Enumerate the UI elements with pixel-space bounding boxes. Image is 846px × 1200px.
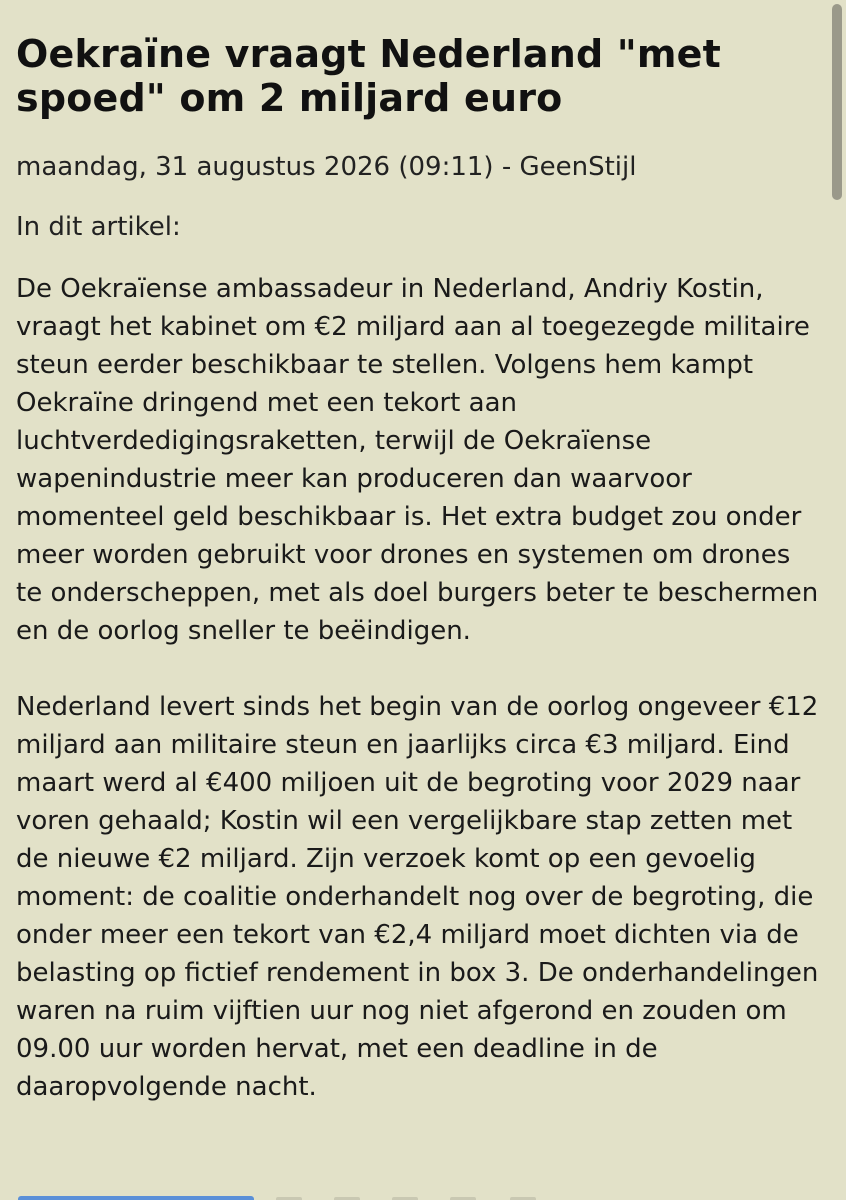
bottom-accent-button[interactable] (18, 1196, 254, 1200)
article-paragraph-2: Nederland levert sinds het begin van de oorlog ongeveer €12 miljard aan militaire steun en jaarlijks circa €3 miljard. Eind maart werd al €400 miljoen uit de begroting voor 2029 naar voren gehaald; Kostin wil een vergelijkbare stap zetten met de nieuwe €2 miljard. Zijn verzoek komt op een gevoelig moment: de coalitie onderhandelt nog over de begroting, die onder meer een tekort van €2,4 miljard moet dichten via de belasting op fictief rendement in box 3. De onderhandelingen waren na ruim vijftien uur nog niet afgerond en zouden om 09.00 uur worden hervat, met een deadline in de daaropvolgende nacht. (16, 692, 819, 1102)
article (16, 32, 824, 1106)
article-paragraph-1: De Oekraïense ambassadeur in Nederland, Andriy Kostin, vraagt het kabinet om €2 miljard aan al toegezegde militaire steun eerder beschikbaar te stellen. Volgens hem kampt Oekraïne dringend met een tekort aan luchtverdedigingsraketten, terwijl de Oekraïense wapenindustrie meer kan produceren dan waarvoor momenteel geld beschikbaar is. Het extra budget zou onder meer worden gebruikt voor drones en systemen om drones te onderscheppen, met als doel burgers beter te beschermen en de oorlog sneller te beëindigen. (16, 274, 819, 646)
article-meta: maandag, 31 augustus 2026 (09:11) - GeenStijl (16, 152, 637, 182)
bottom-toolbar-edge (0, 1194, 846, 1200)
article-intro-label: In dit artikel: (16, 212, 181, 242)
article-title: Oekraïne vraagt Nederland "met spoed" om 2 miljard euro (16, 32, 721, 120)
scrollbar-thumb[interactable] (832, 4, 842, 200)
